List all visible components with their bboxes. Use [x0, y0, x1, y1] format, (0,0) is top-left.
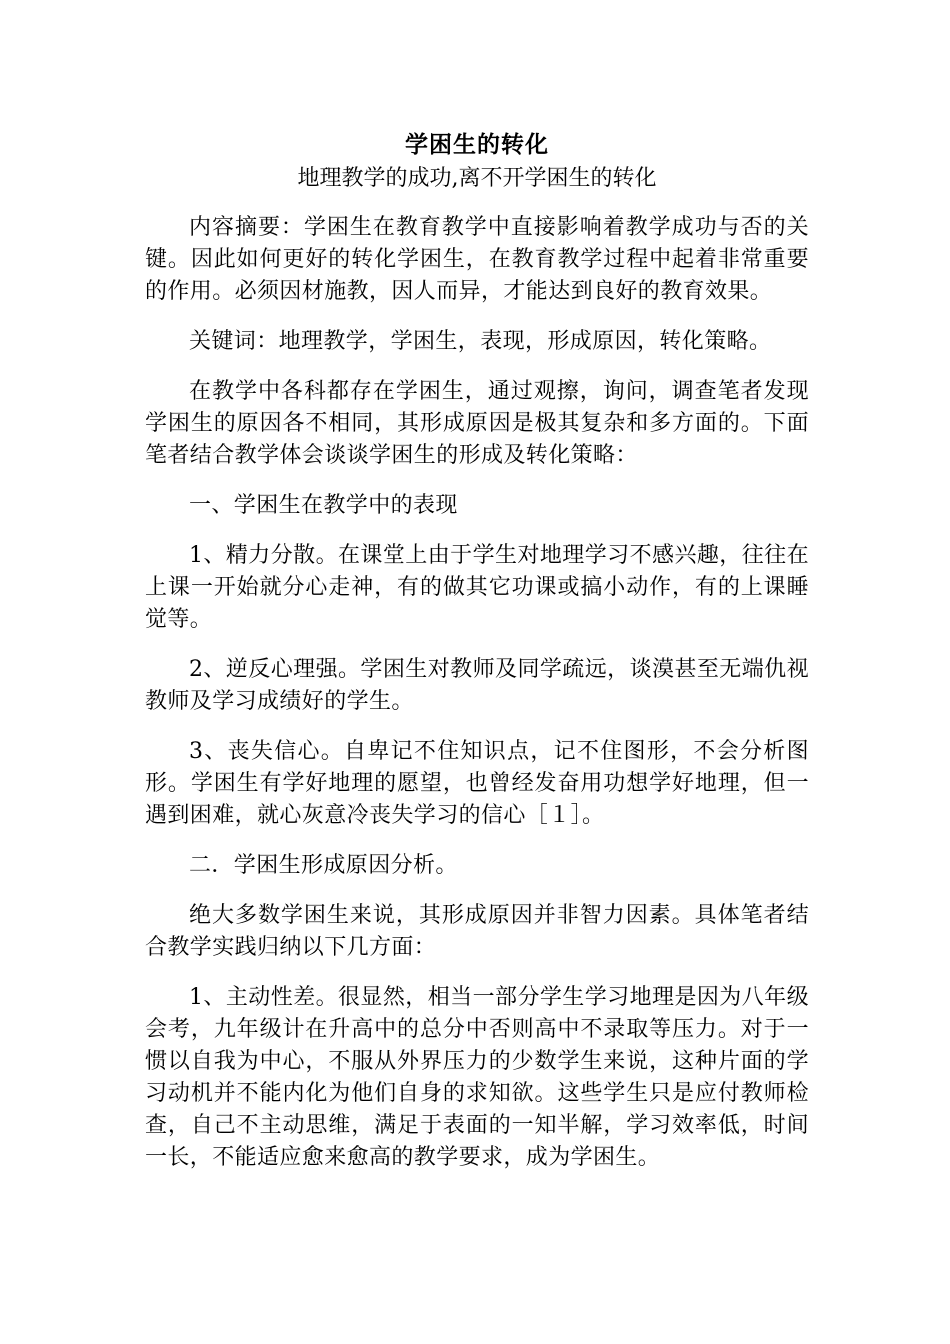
- body-paragraph: 1、精力分散。在课堂上由于学生对地理学习不感兴趣，往往在上课一开始就分心走神，有的做其它功课或搞小动作，有的上课睡觉等。: [145, 543, 809, 632]
- document-title: 学困生的转化: [405, 131, 549, 158]
- section-heading-2: 二．学困生形成原因分析。: [189, 853, 458, 878]
- body-paragraph: 2、逆反心理强。学困生对教师及同学疏远，谈漠甚至无端仇视教师及学习成绩好的学生。: [145, 657, 809, 714]
- intro-paragraph: 在教学中各科都存在学困生，通过观擦，询问，调查笔者发现学困生的原因各不相同，其形成原因是极其复杂和多方面的。下面笔者结合教学体会谈谈学困生的形成及转化策略：: [145, 379, 809, 468]
- body-paragraph: 1、主动性差。很显然，相当一部分学生学习地理是因为八年级会考，九年级计在升高中的总分中否则高中不录取等压力。对于一惯以自我为中心，不服从外界压力的少数学生来说，这种片面的学习动机并不能内化为他们自身的求知欲。这些学生只是应付教师检查，自己不主动思维，满足于表面的一知半解，学习效率低，时间一长，不能适应愈来愈高的教学要求，成为学困生。: [145, 985, 809, 1170]
- document-subtitle: 地理教学的成功,离不开学困生的转化: [297, 166, 657, 191]
- keywords-paragraph: 关键词：地理教学，学困生，表现，形成原因，转化策略。: [189, 329, 772, 354]
- abstract-paragraph: 内容摘要：学困生在教育教学中直接影响着教学成功与否的关键。因此如何更好的转化学困生，在教育教学过程中起着非常重要的作用。必须因材施教，因人而异，才能达到良好的教育效果。: [145, 215, 809, 304]
- section-heading-1: 一、学困生在教学中的表现: [189, 493, 458, 518]
- body-paragraph: 绝大多数学困生来说，其形成原因并非智力因素。具体笔者结合教学实践归纳以下几方面：: [145, 903, 809, 960]
- document-page: [145, 128, 809, 1192]
- body-paragraph: 3、丧失信心。自卑记不住知识点，记不住图形，不会分析图形。学困生有学好地理的愿望，也曾经发奋用功想学好地理，但一遇到困难，就心灰意冷丧失学习的信心［１］。: [145, 739, 809, 828]
